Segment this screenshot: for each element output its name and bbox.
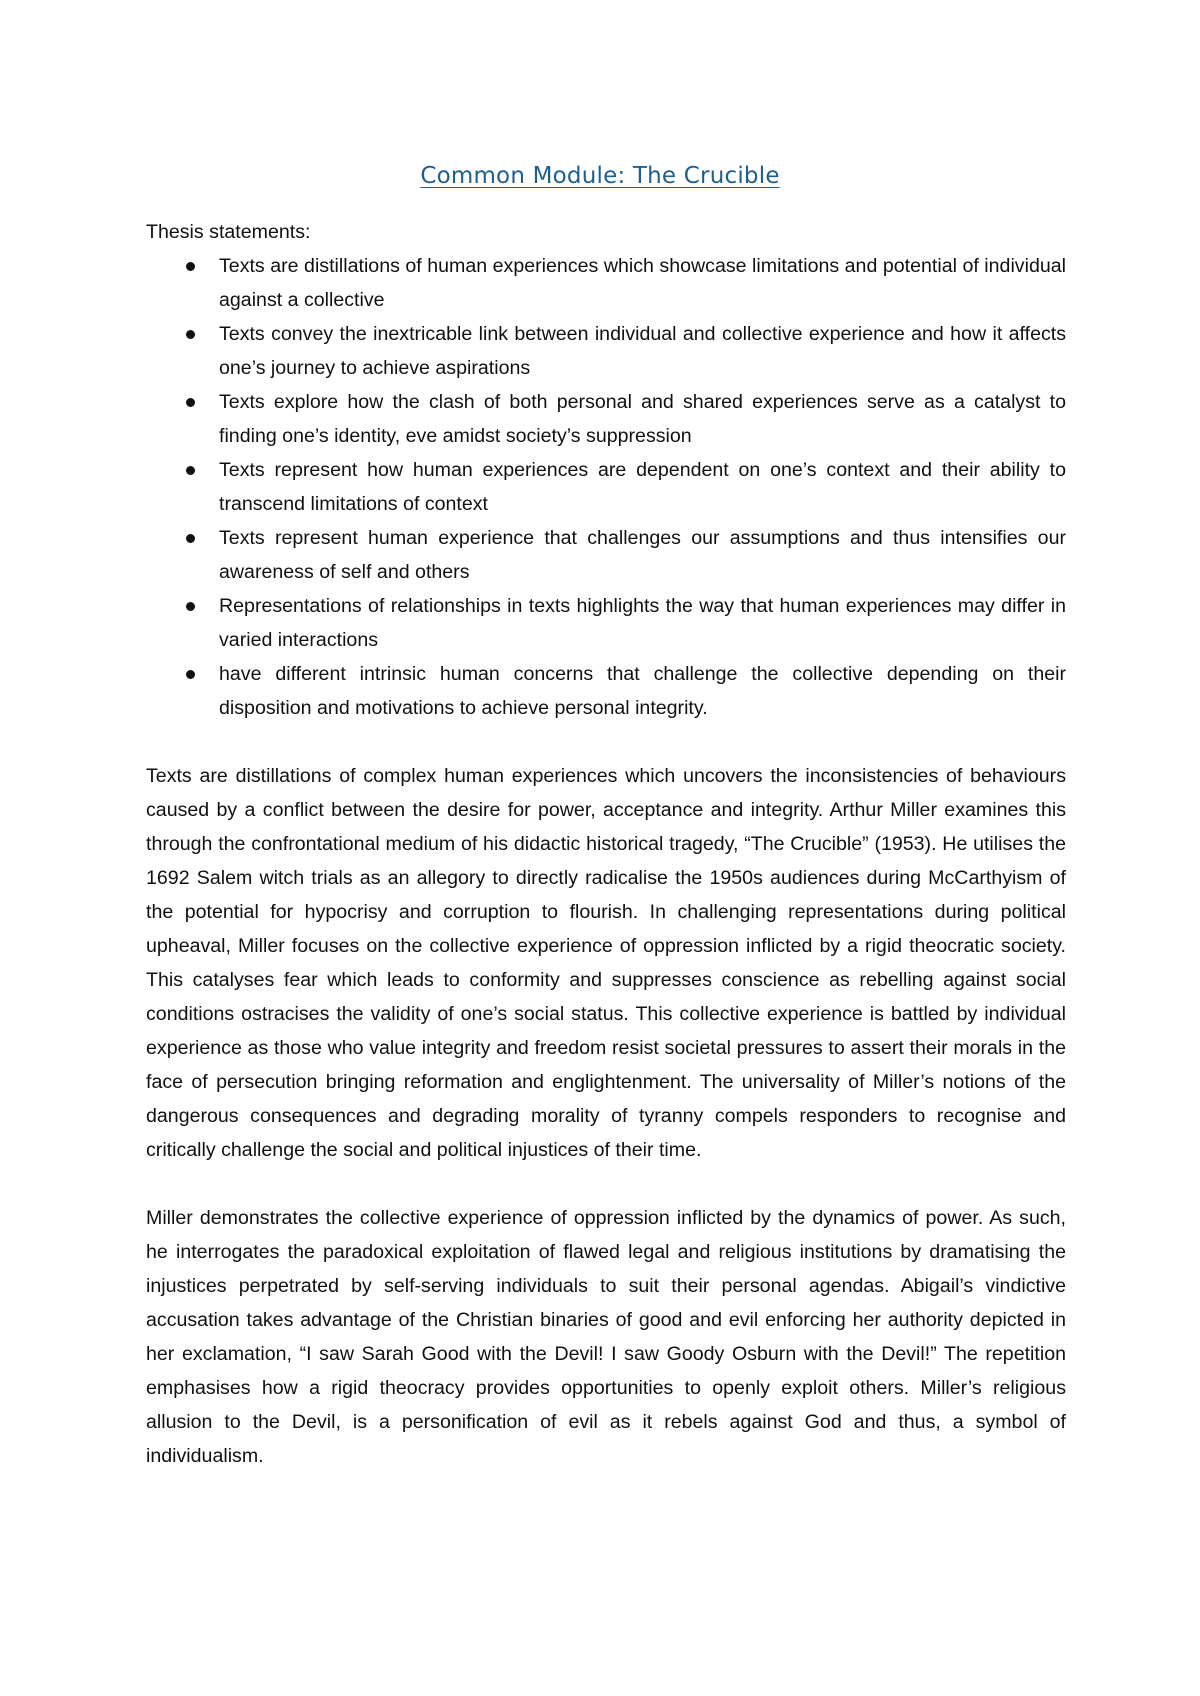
thesis-text: Texts represent how human experiences are dependent on one’s context and their ability to transcend limitations of context — [219, 459, 1066, 515]
bullet-icon — [186, 466, 195, 475]
thesis-text: Texts represent human experience that challenges our assumptions and thus intensifies our awareness of self and others — [219, 527, 1066, 583]
thesis-item — [146, 589, 1066, 657]
body-paragraph-2: Miller demonstrates the collective experience of oppression inflicted by the dynamics of power. As such, he interrogates the paradoxical exploitation of flawed legal and religious institutions by dramatising the injustices perpetrated by self-serving individuals to suit their personal agendas. Abigail’s vindictive accusation takes advantage of the Christian binaries of good and evil enforcing her authority depicted in her exclamation, “I saw Sarah Good with the Devil! I saw Goody Osburn with the Devil!” The repetition emphasises how a rigid theocracy provides opportunities to openly exploit others. Miller’s religious allusion to the Devil, is a personification of evil as it rebels against God and thus, a symbol of individualism. — [146, 1207, 1066, 1467]
thesis-text: Texts explore how the clash of both personal and shared experiences serve as a catalyst to finding one’s identity, eve amidst society’s suppression — [219, 391, 1066, 447]
thesis-item — [146, 453, 1066, 521]
document-title: Common Module: The Crucible — [420, 163, 780, 189]
thesis-text: Texts convey the inextricable link between individual and collective experience and how it affects one’s journey to achieve aspirations — [219, 323, 1066, 379]
thesis-list — [146, 249, 1066, 725]
thesis-item — [146, 317, 1066, 385]
thesis-text: Texts are distillations of human experiences which showcase limitations and potential of individual against a collective — [219, 255, 1066, 311]
bullet-icon — [186, 670, 195, 679]
thesis-item — [146, 249, 1066, 317]
bullet-icon — [186, 602, 195, 611]
thesis-heading: Thesis statements: — [146, 221, 311, 243]
bullet-icon — [186, 534, 195, 543]
body-paragraph-1: Texts are distillations of complex human experiences which uncovers the inconsistencies of behaviours caused by a conflict between the desire for power, acceptance and integrity. Arthur Miller examines this through the confrontational medium of his didactic historical tragedy, “The Crucible” (1953). He utilises the 1692 Salem witch trials as an allegory to directly radicalise the 1950s audiences during McCarthyism of the potential for hypocrisy and corruption to flourish. In challenging representations during political upheaval, Miller focuses on the collective experience of oppression inflicted by a rigid theocratic society. This catalyses fear which leads to conformity and suppresses conscience as rebelling against social conditions ostracises the validity of one’s social status. This collective experience is battled by individual experience as those who value integrity and freedom resist societal pressures to assert their morals in the face of persecution bringing reformation and englightenment. The universality of Miller’s notions of the dangerous consequences and degrading morality of tyranny compels responders to recognise and critically challenge the social and political injustices of their time. — [146, 765, 1066, 1161]
thesis-text: have different intrinsic human concerns that challenge the collective depending on their disposition and motivations to achieve personal integrity. — [219, 663, 1066, 719]
document-body — [146, 215, 1066, 1473]
thesis-item — [146, 385, 1066, 453]
bullet-icon — [186, 262, 195, 271]
thesis-item — [146, 521, 1066, 589]
bullet-icon — [186, 398, 195, 407]
thesis-text: Representations of relationships in texts highlights the way that human experiences may differ in varied interactions — [219, 595, 1066, 651]
bullet-icon — [186, 330, 195, 339]
thesis-item — [146, 657, 1066, 725]
